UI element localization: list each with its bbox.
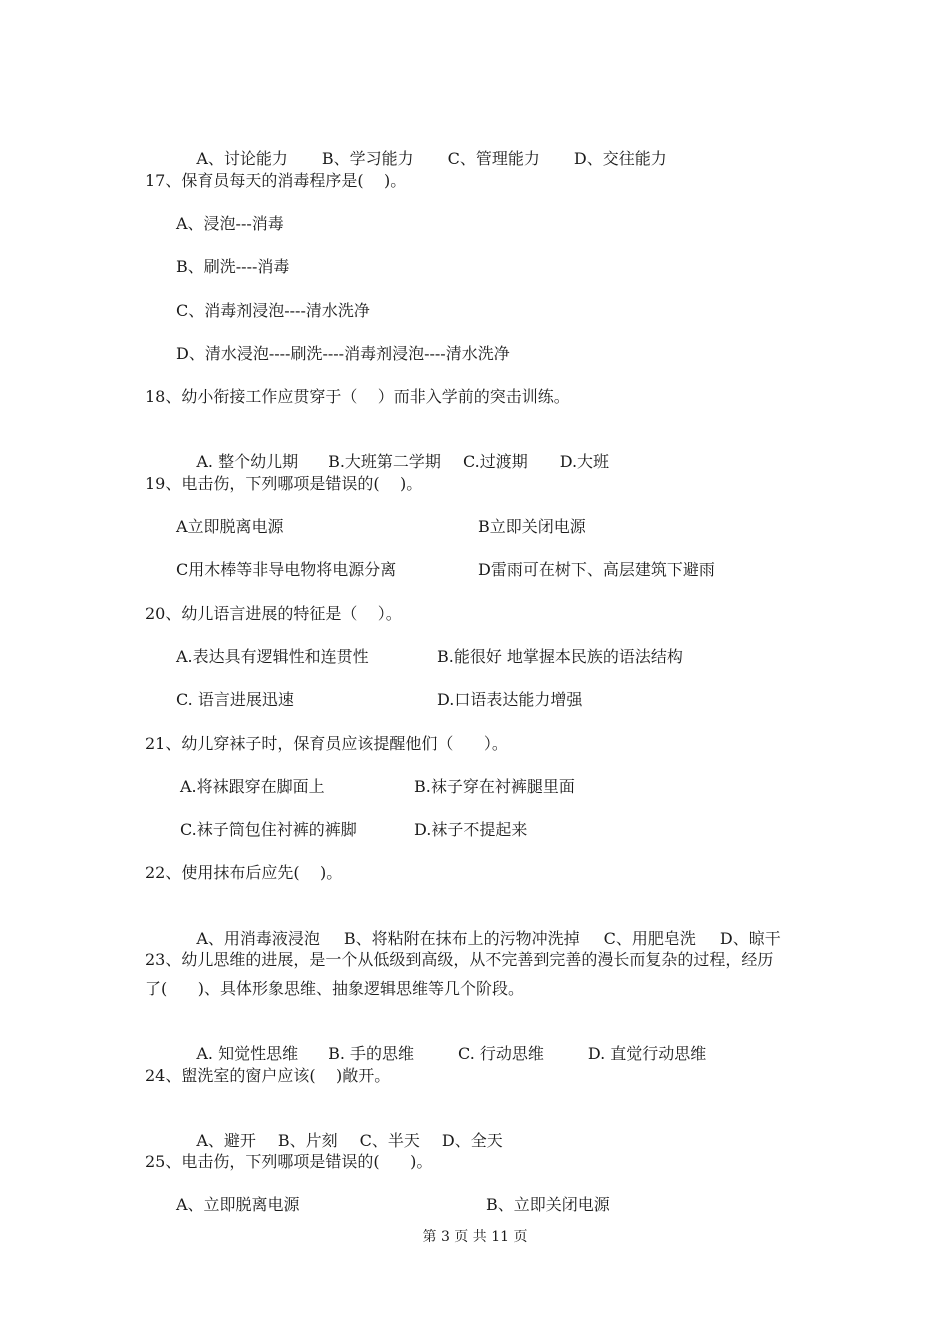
q22-option-d: D、晾干 xyxy=(719,929,781,948)
q19-option-b: B立即关闭电源 xyxy=(478,517,586,536)
q21-option-b: B.袜子穿在衬裤腿里面 xyxy=(414,777,575,796)
page-number-footer: 第 3 页 共 11 页 xyxy=(422,1229,528,1245)
q18-option-a: A. 整个幼儿期 xyxy=(196,452,299,471)
q24-option-b: B、片刻 xyxy=(277,1131,338,1150)
q16-option-d: D、交往能力 xyxy=(573,149,667,168)
q19-option-d: D雷雨可在树下、高层建筑下避雨 xyxy=(478,560,715,579)
q21-option-c: C.袜子筒包住衬裤的裤脚 xyxy=(180,820,357,839)
q18-option-d: D.大班 xyxy=(559,452,610,471)
q17-option-c: C、消毒剂浸泡----清水洗净 xyxy=(176,301,370,320)
q22-option-a: A、用消毒液浸泡 xyxy=(196,929,320,948)
q16-option-a: A、讨论能力 xyxy=(196,149,288,168)
q19-option-c: C用木棒等非导电物将电源分离 xyxy=(176,560,397,579)
q22-stem: 22、使用抹布后应先( )。 xyxy=(145,863,343,882)
q18-option-c: C.过渡期 xyxy=(462,452,528,471)
q20-option-a: A.表达具有逻辑性和连贯性 xyxy=(176,647,369,666)
q21-option-a: A.将袜跟穿在脚面上 xyxy=(180,777,325,796)
q18-stem: 18、幼小衔接工作应贯穿于（ ）而非入学前的突击训练。 xyxy=(145,387,570,406)
q23-option-a: A. 知觉性思维 xyxy=(196,1044,299,1063)
q23-option-d: D. 直觉行动思维 xyxy=(587,1044,707,1063)
q22-option-c: C、用肥皂洗 xyxy=(603,929,696,948)
q23-stem-line2: 了( )、具体形象思维、抽象逻辑思维等几个阶段。 xyxy=(145,979,525,998)
q24-option-d: D、全天 xyxy=(441,1131,503,1150)
q20-option-c: C. 语言进展迅速 xyxy=(176,690,294,709)
q17-stem: 17、保育员每天的消毒程序是( )。 xyxy=(145,171,407,190)
q25-option-a: A、立即脱离电源 xyxy=(176,1195,300,1214)
q23-stem-line1: 23、幼儿思维的进展，是一个从低级到高级，从不完善到完善的漫长而复杂的过程，经历 xyxy=(145,950,774,969)
q16-option-c: C、管理能力 xyxy=(447,149,540,168)
q17-option-d: D、清水浸泡----刷洗----消毒剂浸泡----清水洗净 xyxy=(176,344,510,363)
q17-option-b: B、刷洗----消毒 xyxy=(176,257,290,276)
q20-stem: 20、幼儿语言进展的特征是（ ）。 xyxy=(145,604,402,623)
q21-stem: 21、幼儿穿袜子时，保育员应该提醒他们（ ）。 xyxy=(145,734,508,753)
q20-option-d: D.口语表达能力增强 xyxy=(437,690,583,709)
q16-option-b: B、学习能力 xyxy=(321,149,414,168)
q25-stem: 25、电击伤，下列哪项是错误的( )。 xyxy=(145,1152,433,1171)
q24-stem: 24、盥洗室的窗户应该( )敞开。 xyxy=(145,1066,391,1085)
q23-option-b: B. 手的思维 xyxy=(328,1044,415,1063)
q24-option-a: A、避开 xyxy=(196,1131,256,1150)
q17-option-a: A、浸泡---消毒 xyxy=(176,214,284,233)
q19-option-a: A立即脱离电源 xyxy=(176,517,284,536)
q25-option-b: B、立即关闭电源 xyxy=(486,1195,610,1214)
q20-option-b: B.能很好 地掌握本民族的语法结构 xyxy=(437,647,683,666)
q23-option-c: C. 行动思维 xyxy=(458,1044,544,1063)
q18-option-b: B.大班第二学期 xyxy=(328,452,441,471)
q22-option-b: B、将粘附在抹布上的污物冲洗掉 xyxy=(343,929,580,948)
q24-option-c: C、半天 xyxy=(359,1131,420,1150)
q19-stem: 19、电击伤，下列哪项是错误的( )。 xyxy=(145,474,423,493)
q21-option-d: D.袜子不提起来 xyxy=(414,820,528,839)
